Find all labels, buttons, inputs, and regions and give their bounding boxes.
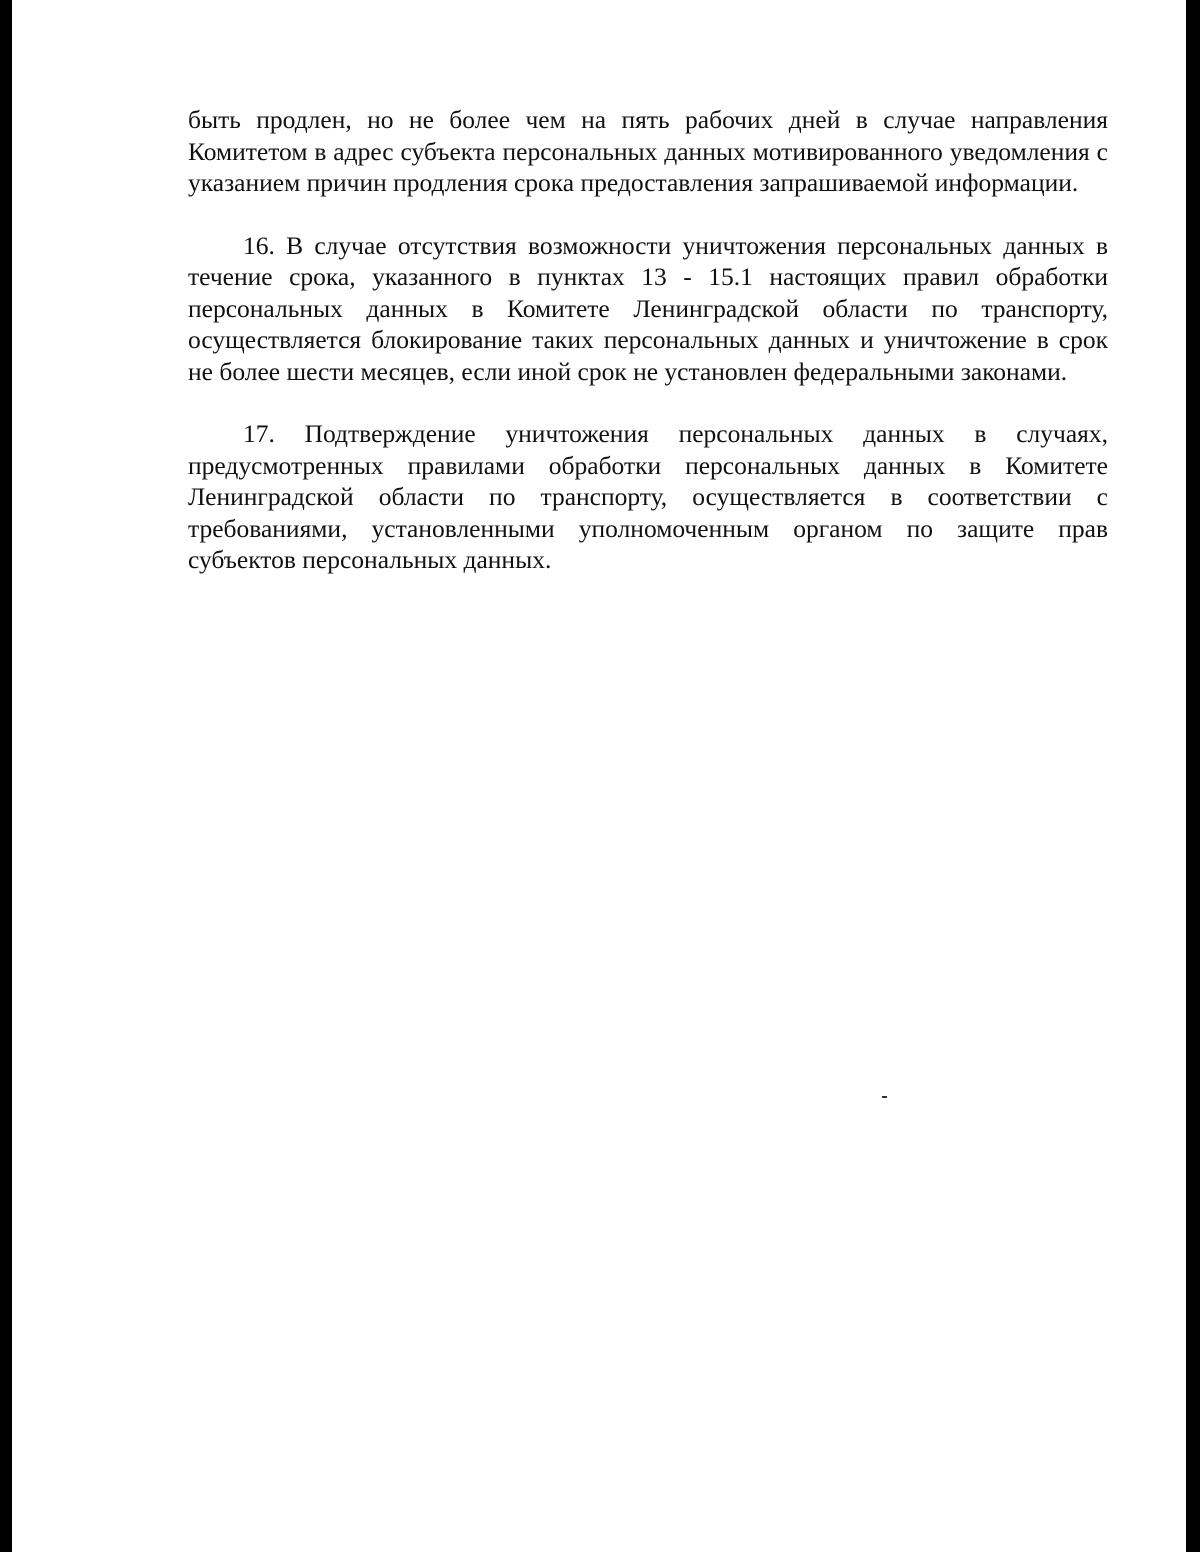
document-body [188, 104, 1108, 607]
paragraph-17: 17. Подтверждение уничтожения персональных данных в случаях, предусмотренных правилами обработки персональных данных в Комитете Ленинградской области по транспорту, осуществляется в соответствии с требованиями, установленными уполномоченным органом по защите прав субъектов персональных данных. [188, 419, 1108, 574]
scan-border-right [1186, 0, 1200, 1552]
scan-speck [882, 1096, 887, 1098]
scan-border-left [0, 0, 12, 1552]
paragraph-continuation: быть продлен, но не более чем на пять рабочих дней в случае направления Комитетом в адрес субъекта персональных данных мотивированного уведомления с указанием причин продления срока предоставления запрашиваемой информации. [188, 105, 1108, 197]
paragraph-16: 16. В случае отсутствия возможности уничтожения персональных данных в течение срока, указанного в пунктах 13 - 15.1 настоящих правил обработки персональных данных в Комитете Ленинградской области по транспорту, осуществляется блокирование таких персональных данных и уничтожение в срок не более шести месяцев, если иной срок не установлен федеральными законами. [188, 230, 1108, 386]
